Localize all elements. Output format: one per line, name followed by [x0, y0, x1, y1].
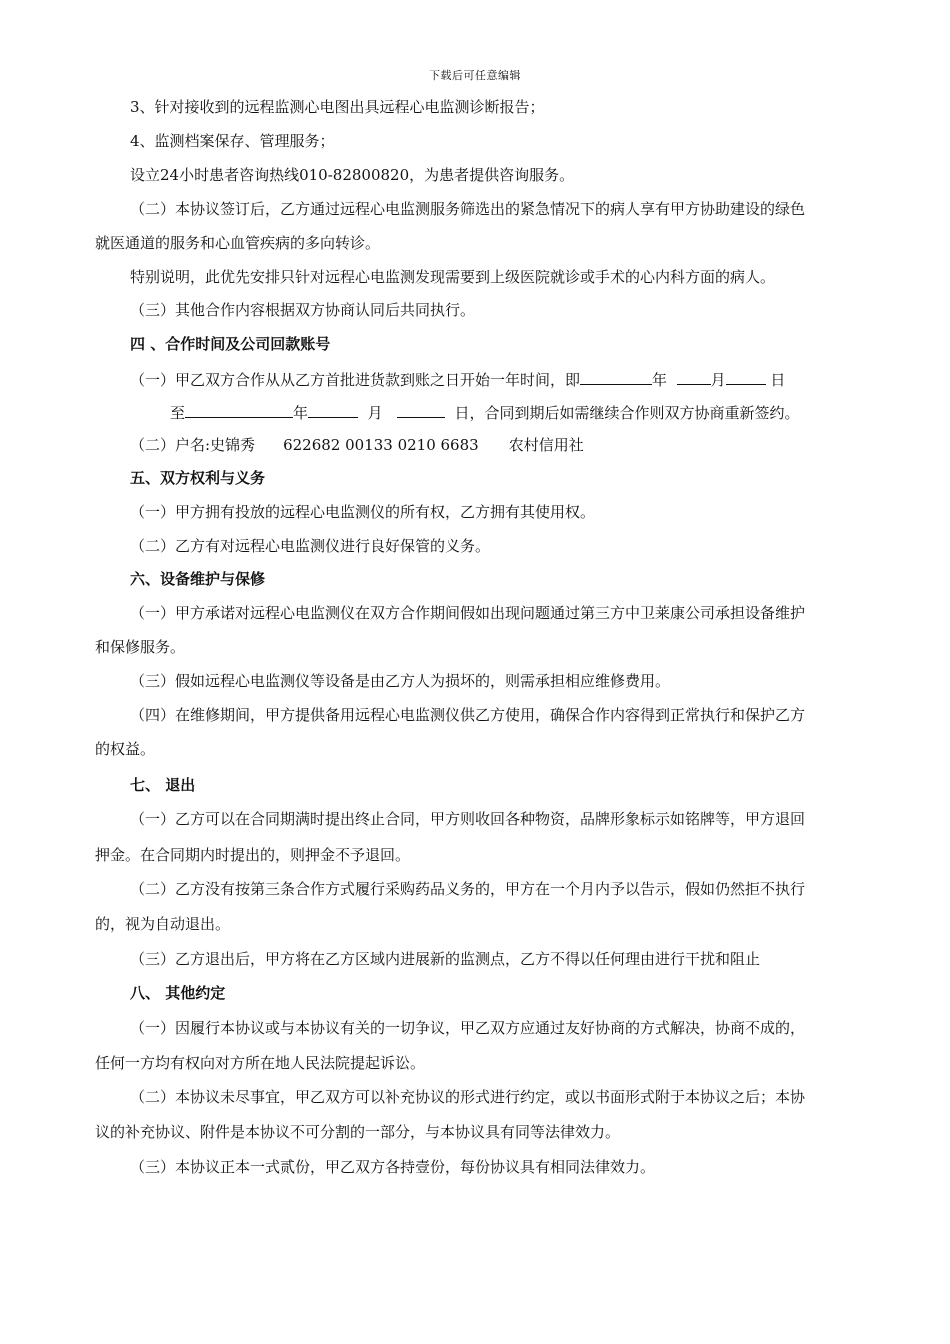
paragraph-line: 的权益。	[95, 740, 156, 758]
paragraph-line: （一）甲方承诺对远程心电监测仪在双方合作期间假如出现问题通过第三方中卫莱康公司承担设备维护	[130, 604, 806, 622]
paragraph-line: （二）本协议签订后，乙方通过远程心电监测服务筛选出的紧急情况下的病人享有甲方协助建设的绿色	[130, 200, 806, 218]
paragraph-line: 的，视为自动退出。	[95, 915, 231, 933]
paragraph-line: （四）在维修期间，甲方提供备用远程心电监测仪供乙方使用，确保合作内容得到正常执行和保护乙方	[130, 706, 806, 724]
paragraph-line: 3、针对接收到的远程监测心电图出具远程心电监测诊断报告；	[130, 98, 545, 116]
paragraph-line: （三）乙方退出后，甲方将在乙方区域内进展新的监测点，乙方不得以任何理由进行干扰和阻止	[130, 950, 761, 968]
paragraph-line: 议的补充协议、附件是本协议不可分割的一部分，与本协议具有同等法律效力。	[95, 1123, 621, 1141]
month-label: 月	[710, 371, 726, 389]
paragraph-line: （一）乙方可以在合同期满时提出终止合同，甲方则收回各种物资，品牌形象标示如铭牌等，甲方退回	[130, 810, 806, 828]
paragraph-line: 和保修服务。	[95, 638, 186, 656]
account-name: （二）户名:史锦秀	[130, 436, 256, 454]
day-blank	[726, 368, 766, 385]
page-header: 下载后可任意编辑	[429, 69, 521, 82]
paragraph-line: （二）乙方有对远程心电监测仪进行良好保管的义务。	[130, 537, 491, 555]
section-heading-5: 五、双方权利与义务	[130, 469, 266, 487]
paragraph-line: 押金。在合同期内时提出的，则押金不予退回。	[95, 846, 411, 864]
year-label: 年	[652, 371, 668, 389]
bank-name: 农村信用社	[508, 436, 584, 454]
paragraph-line: （三）本协议正本一式贰份，甲乙双方各持壹份，每份协议具有相同法律效力。	[130, 1158, 656, 1176]
end-day-blank	[397, 401, 445, 418]
paragraph-line: （二）乙方没有按第三条合作方式履行采购药品义务的，甲方在一个月内予以告示，假如仍然拒不执行	[130, 880, 806, 898]
to-label: 至	[170, 404, 186, 422]
section-heading-4: 四 、合作时间及公司回款账号	[130, 335, 331, 353]
paragraph-line: 特别说明，此优先安排只针对远程心电监测发现需要到上级医院就诊或手术的心内科方面的病人。	[130, 268, 776, 286]
paragraph-line: （一）甲方拥有投放的远程心电监测仪的所有权，乙方拥有其使用权。	[130, 503, 596, 521]
end-month-blank	[308, 401, 358, 418]
cooperation-period-line	[130, 368, 785, 390]
period-text: （一）甲乙双方合作从从乙方首批进货款到账之日开始一年时间，即	[130, 371, 581, 389]
paragraph-line: 就医通道的服务和心血管疾病的多向转诊。	[95, 234, 381, 252]
paragraph-line: （二）本协议未尽事宜，甲乙双方可以补充协议的形式进行约定，或以书面形式附于本协议之后；本协	[130, 1088, 806, 1106]
end-year-blank	[185, 401, 293, 418]
paragraph-line: 任何一方均有权向对方所在地人民法院提起诉讼。	[95, 1054, 426, 1072]
paragraph-line: （一）因履行本协议或与本协议有关的一切争议，甲乙双方应通过友好协商的方式解决，协商不成的，	[130, 1019, 806, 1037]
day-label: 日	[770, 371, 786, 389]
paragraph-line: 4、监测档案保存、管理服务；	[130, 132, 335, 150]
end-year-label: 年	[293, 404, 309, 422]
account-line	[130, 435, 584, 455]
account-number: 622682 00133 0210 6683	[283, 436, 479, 454]
paragraph-line: 设立24小时患者咨询热线010-82800820，为患者提供咨询服务。	[130, 166, 575, 184]
paragraph-line: （三）假如远程心电监测仪等设备是由乙方人为损坏的，则需承担相应维修费用。	[130, 672, 671, 690]
section-heading-6: 六、设备维护与保修	[130, 570, 266, 588]
year-blank	[580, 368, 652, 385]
section-heading-8: 八、 其他约定	[130, 984, 226, 1002]
month-blank	[677, 368, 711, 385]
end-day-text: 日，合同到期后如需继续合作则双方协商重新签约。	[454, 404, 800, 422]
section-heading-7: 七、 退出	[130, 776, 196, 794]
paragraph-line: （三）其他合作内容根据双方协商认同后共同执行。	[130, 301, 476, 319]
end-month-label: 月	[367, 404, 383, 422]
cooperation-end-line	[170, 401, 799, 423]
